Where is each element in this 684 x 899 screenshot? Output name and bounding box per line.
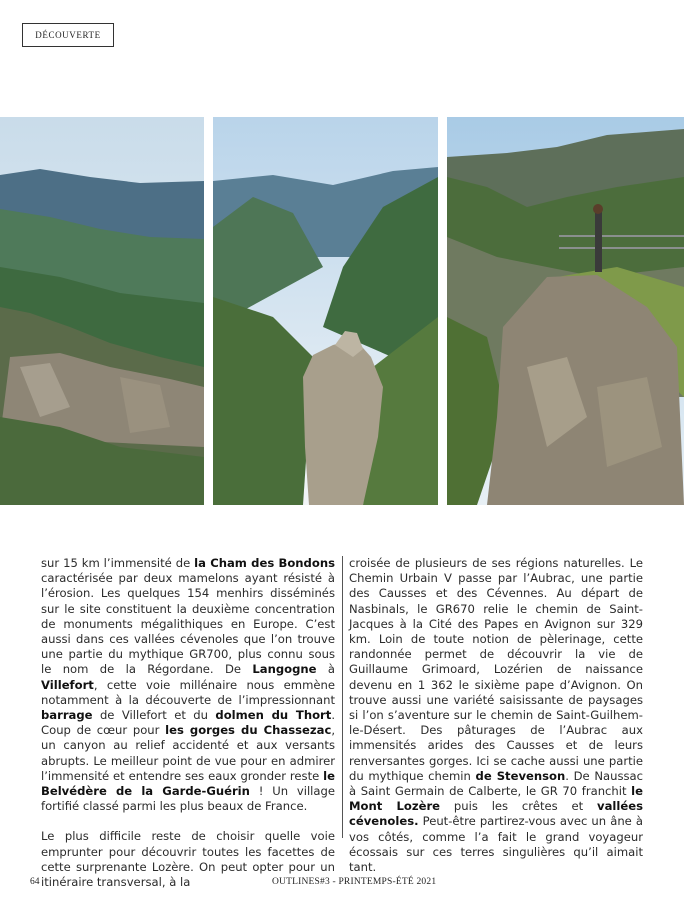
- place-belvedere-garde-guerin: le Belvédère de la Garde-Guérin: [41, 768, 335, 799]
- issue-label: OUTLINES#3 - PRINTEMPS-ÉTÉ 2021: [272, 877, 437, 887]
- place-vallees-cevenoles: vallées cévenoles.: [349, 799, 643, 829]
- column-divider: [342, 556, 343, 838]
- photo-belvedere-hiker: [447, 117, 684, 505]
- place-barrage: barrage: [41, 708, 93, 723]
- page-number: 64: [30, 877, 40, 887]
- section-tag: DÉCOUVERTE: [22, 23, 114, 47]
- paragraph: croisée de plusieurs de ses régions naturelles. Le Chemin Urbain V passe par l’Aubrac, une partie des Causses et des Cévennes. Au départ de Nasbinals, le GR670 relie le chemin de Saint-Jacques à la Cité des Papes en Avignon sur 329 km. Loin de toute notion de pèlerinage, cette randonnée permet de découvrir la vie de Guillaume Grimoard, Lozérien de naissance devenu en 1 362 le sixième pape d’Avignon. On trouve aussi une variété saisissante de paysages si l’on s’aventure sur le chemin de Saint-Guilhem-le-Désert. Des pâturages de l’Aubrac aux immensités arides des Causses et de leurs renversantes gorges. Ici se cache aussi une partie du mythique chemin de Stevenson. De Naussac à Saint Germain de Calberte, le GR 70 franchit le Mont Lozère puis les crêtes et vallées cévenoles. Peut-être partirez-vous avec un âne à vos côtés, comme l’a fait le grand voyageur écossais sur ces terres singulières qu’il aimait tant.: [349, 556, 643, 875]
- photo-gorges-landscape: [0, 117, 204, 505]
- place-mont-lozere: le Mont Lozère: [349, 784, 643, 814]
- paragraph: sur 15 km l’immensité de la Cham des Bondons caractérisée par deux mamelons ayant résisté à l’érosion. Les quelques 154 menhirs disséminés sur le site constituent la deuxième concentration de monuments mégalithiques en Europe. C’est aussi dans ces vallées cévenoles que l’on trouve une partie du mythique GR700, plus connu sous le nom de la Régordane. De Langogne à Villefort, cette voie millénaire nous emmène notamment à la découverte de l’impressionnant barrage de Villefort et du dolmen du Thort. Coup de cœur pour les gorges du Chassezac, un canyon au relief accidenté et aux versants abrupts. Le meilleur point de vue pour en admirer l’immensité et entendre ses eaux gronder reste le Belvédère de la Garde-Guérin ! Un village fortifié classé parmi les plus beaux de France.: [41, 556, 336, 814]
- paragraph: Le plus difficile reste de choisir quelle voie emprunter pour découvrir toutes les facettes de cette surprenante Lozère. On peut opter pour un itinéraire transversal, à la: [41, 829, 335, 890]
- photo-gorges-rock-spire: [213, 117, 438, 505]
- article-column-1: [41, 556, 335, 890]
- place-langogne: Langogne: [252, 662, 317, 677]
- place-villefort: Villefort: [41, 677, 94, 692]
- article-column-2: [349, 556, 643, 875]
- place-cham-des-bondons: la Cham des Bondons: [194, 556, 335, 570]
- place-gorges-du-chassezac: les gorges du Chassezac: [165, 723, 332, 738]
- place-dolmen-du-thort: dolmen du Thort: [215, 708, 332, 723]
- place-stevenson: de Stevenson: [475, 768, 566, 783]
